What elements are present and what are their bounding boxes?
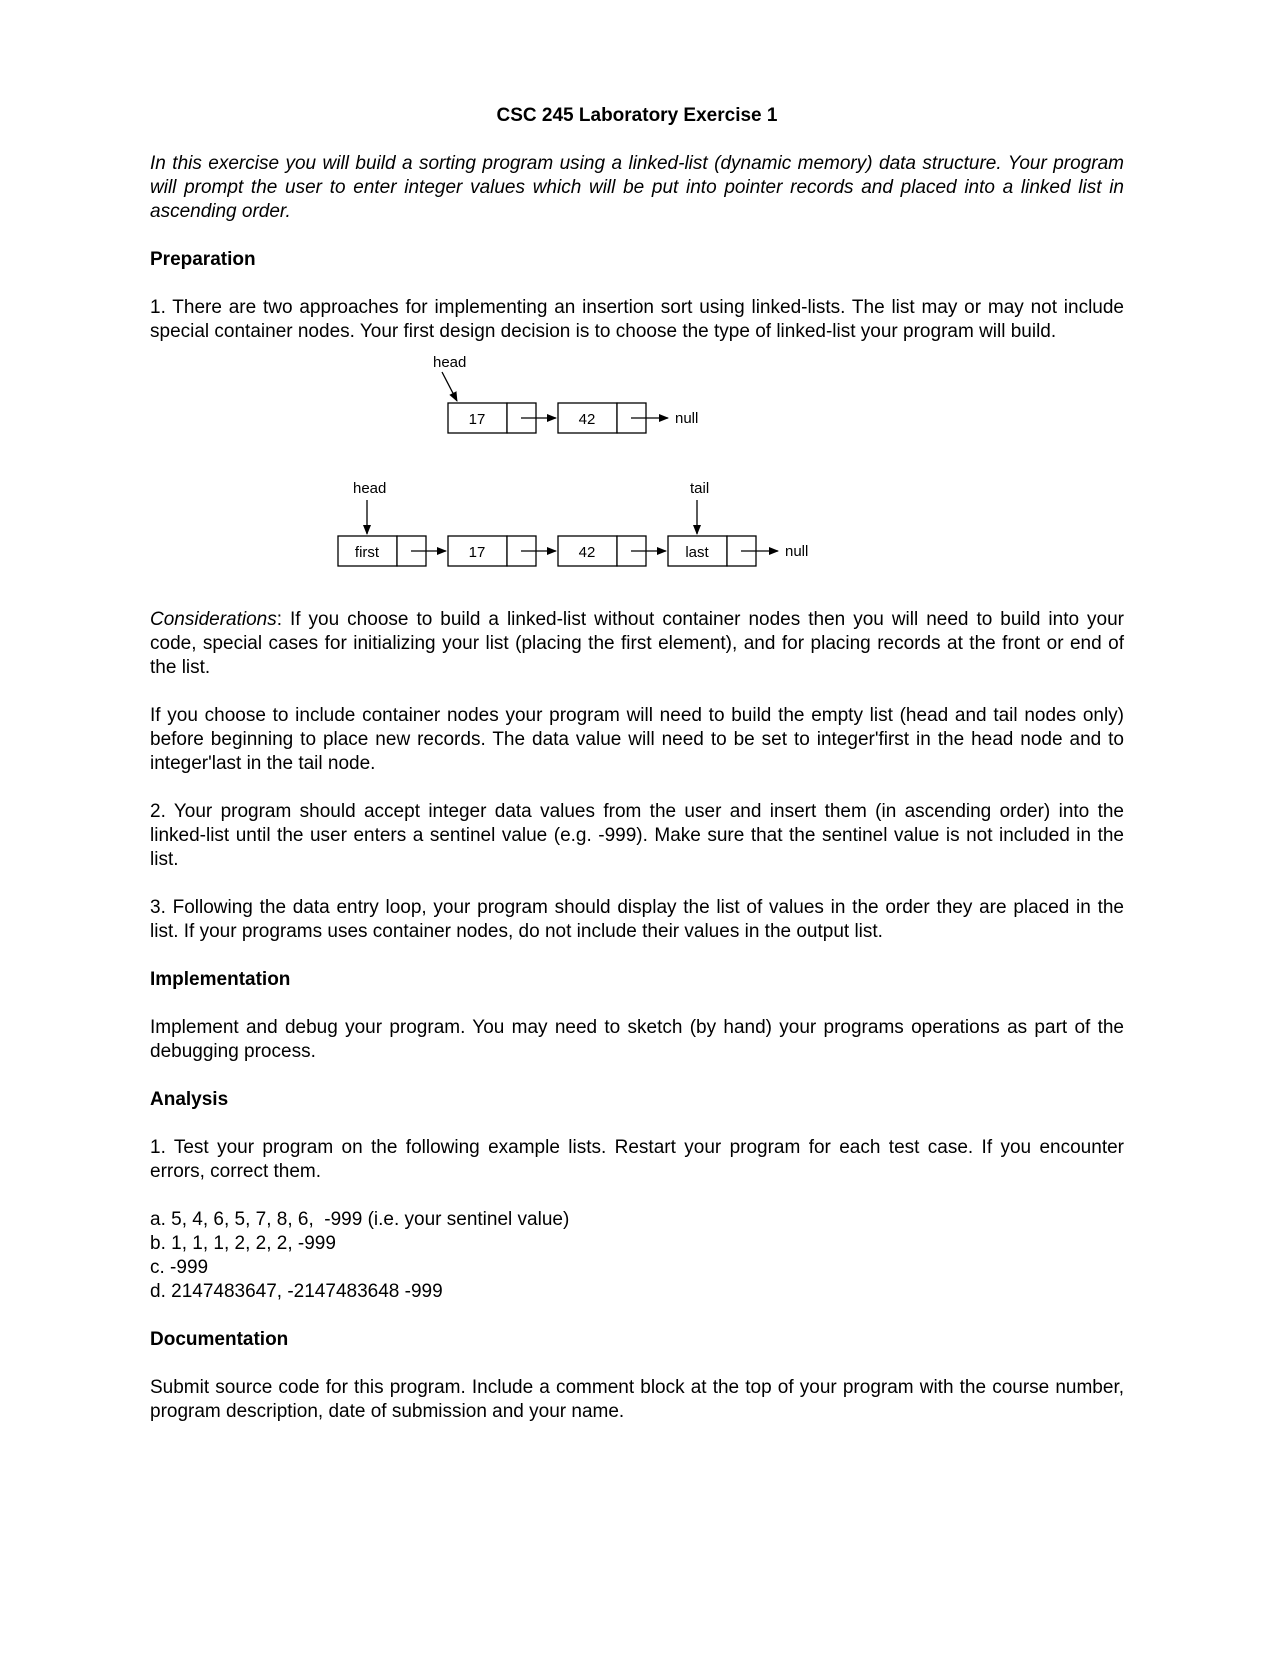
list2-node-last-value: last <box>685 544 709 561</box>
analysis-heading: Analysis <box>150 1089 229 1110</box>
list2-head-label: head <box>353 480 387 497</box>
linked-list-svg <box>150 344 1124 594</box>
documentation-heading: Documentation <box>150 1329 289 1350</box>
considerations-text: : If you choose to build a linked-list without container nodes then you will need to build into your code, special cases for initializing your list (placing the first element), and for placing records at the front or end of the list. <box>150 609 1124 678</box>
test-case-b: b. 1, 1, 1, 2, 2, 2, -999 <box>150 1233 336 1254</box>
container-nodes-paragraph: If you choose to include container nodes your program will need to build the empty list (head and tail nodes only) before beginning to place new records. The data value will need to be set to integer'first in the head node and to integer'last in the tail node. <box>150 705 1124 774</box>
preparation-heading: Preparation <box>150 249 256 270</box>
considerations-label: Considerations <box>150 609 277 630</box>
analysis-item-1: 1. Test your program on the following example lists. Restart your program for each test case. If you encounter errors, correct them. <box>150 1137 1124 1182</box>
list2-tail-label: tail <box>690 480 710 497</box>
preparation-item-1: 1. There are two approaches for implementing an insertion sort using linked-lists. The list may or may not include special container nodes. Your first design decision is to choose the type of linked-list your program will build. <box>150 297 1124 342</box>
list1-head-arrow <box>442 372 457 401</box>
list1-node-17-value: 17 <box>468 411 486 428</box>
test-case-a: a. 5, 4, 6, 5, 7, 8, 6, -999 (i.e. your sentinel value) <box>150 1209 570 1230</box>
list2-null-label: null <box>785 543 809 560</box>
considerations-paragraph <box>150 608 1124 680</box>
list1-null-label: null <box>675 410 699 427</box>
test-case-list <box>150 1208 1124 1304</box>
linked-list-diagram <box>150 344 1124 594</box>
document-page <box>150 104 1124 1424</box>
implementation-text: Implement and debug your program. You may need to sketch (by hand) your programs operations as part of the debugging process. <box>150 1017 1124 1062</box>
page-title: CSC 245 Laboratory Exercise 1 <box>496 105 778 126</box>
list1-node-42-value: 42 <box>578 411 596 428</box>
preparation-item-3: 3. Following the data entry loop, your program should display the list of values in the order they are placed in the list. If your programs uses container nodes, do not include their values in the output list. <box>150 897 1124 942</box>
intro-paragraph: In this exercise you will build a sorting program using a linked-list (dynamic memory) data structure. Your program will prompt the user to enter integer values which will be put into pointer records and placed into a linked list in ascending order. <box>150 153 1124 222</box>
preparation-item-2: 2. Your program should accept integer data values from the user and insert them (in ascending order) into the linked-list until the user enters a sentinel value (e.g. -999). Make sure that the sentinel value is not included in the list. <box>150 801 1124 870</box>
list2-node-17-value: 17 <box>468 544 486 561</box>
documentation-text: Submit source code for this program. Include a comment block at the top of your program with the course number, program description, date of submission and your name. <box>150 1377 1124 1422</box>
test-case-d: d. 2147483647, -2147483648 -999 <box>150 1281 443 1302</box>
implementation-heading: Implementation <box>150 969 291 990</box>
list2-node-42-value: 42 <box>578 544 596 561</box>
list1-head-label: head <box>433 354 467 371</box>
list2-node-first-value: first <box>354 544 380 561</box>
test-case-c: c. -999 <box>150 1257 209 1278</box>
